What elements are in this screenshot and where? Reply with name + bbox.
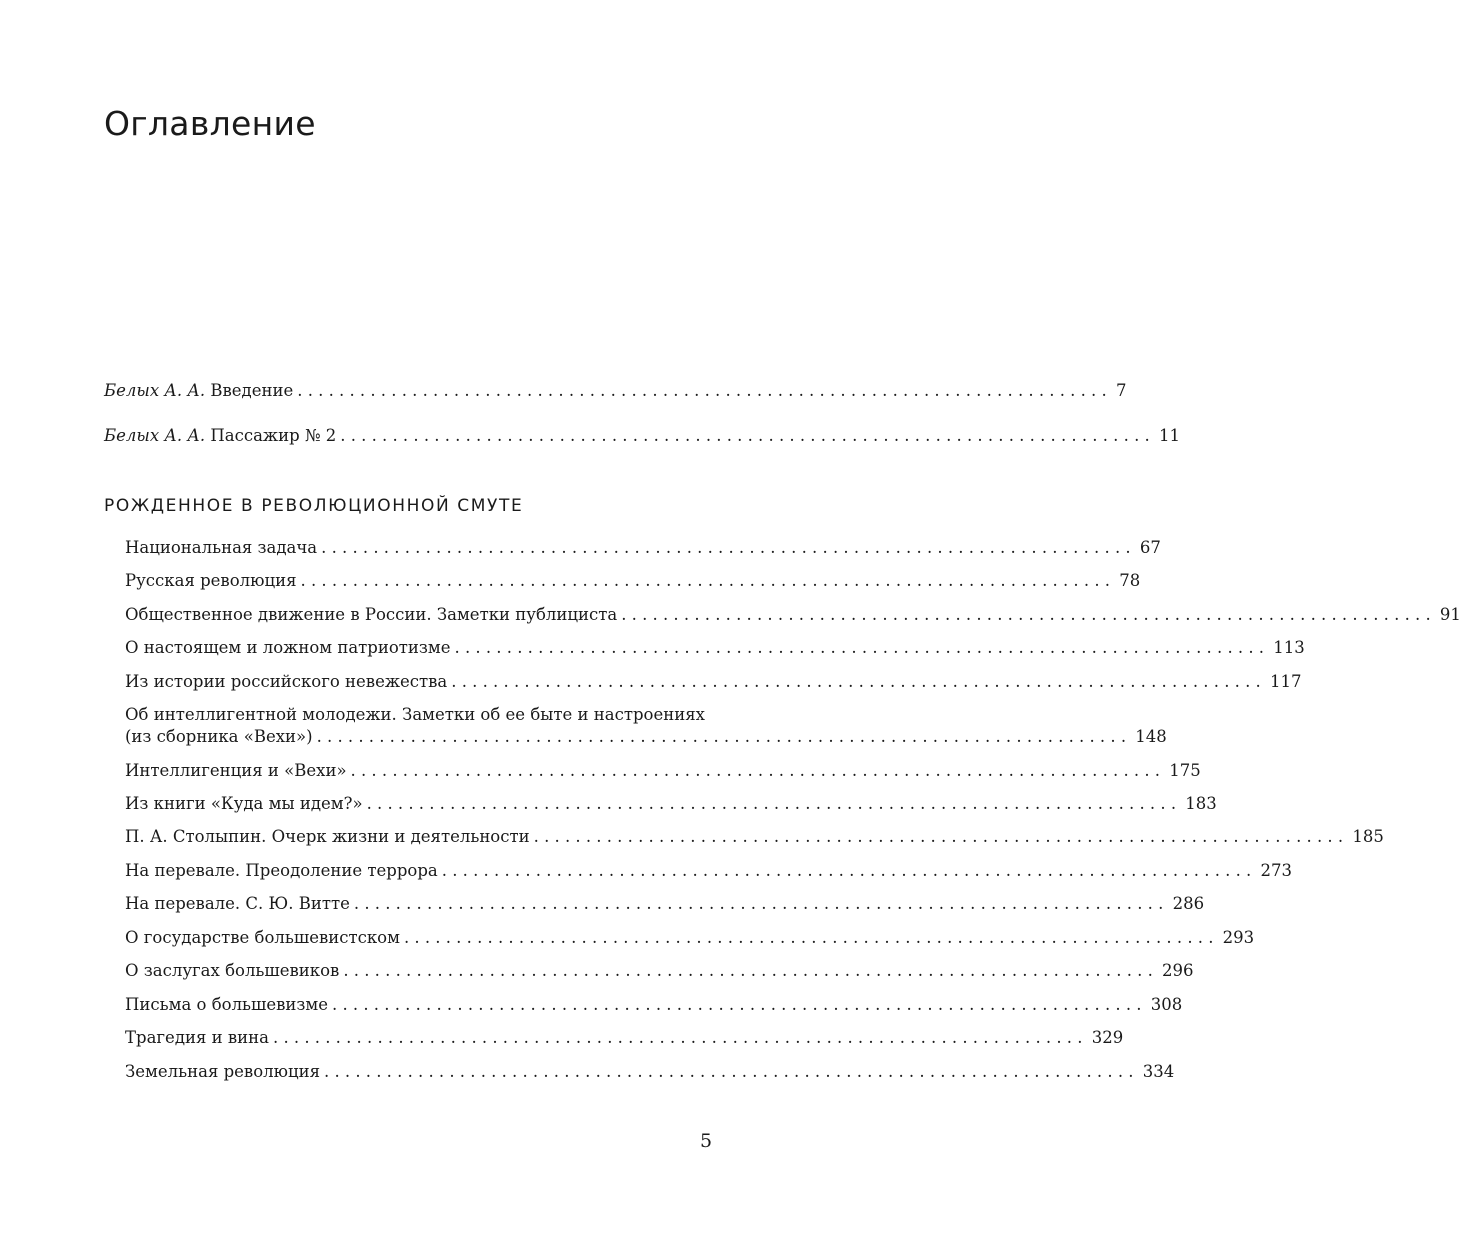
toc-entry-title: Интеллигенция и «Вехи» (125, 761, 347, 780)
dot-leader: .............................................................................. (297, 381, 1112, 400)
toc-entry-title: О государстве большевистском (125, 928, 400, 947)
toc-entry-title: Об интеллигентной молодежи. Заметки об ее быте и настроениях (125, 705, 705, 724)
toc-entry-title: Введение (210, 381, 294, 400)
toc-entry-page: 67 (1139, 538, 1161, 557)
toc-entry[interactable] (125, 826, 1384, 848)
dot-leader: .............................................................................. (273, 1028, 1088, 1047)
toc-entry-author: Белых А. А. (104, 381, 206, 400)
toc-entry-title: О заслугах большевиков (125, 961, 340, 980)
toc-entry[interactable] (125, 994, 1183, 1016)
toc-entry[interactable] (125, 604, 1461, 626)
page-number: 5 (700, 1130, 713, 1152)
toc-entry-title: Из книги «Куда мы идем?» (125, 794, 363, 813)
toc-entry-title: Трагедия и вина (125, 1028, 269, 1047)
toc-entry-author: Белых А. А. (104, 426, 206, 445)
page-title: Оглавление (104, 104, 316, 143)
toc-entry-page: 273 (1260, 861, 1292, 880)
dot-leader: .............................................................................. (366, 794, 1182, 813)
toc-entry-title: Письма о большевизме (125, 995, 329, 1014)
dot-leader: .............................................................................. (403, 928, 1219, 947)
toc-entry-page: 334 (1142, 1062, 1175, 1081)
toc-entry-title: Из истории российского невежества (125, 672, 448, 691)
toc-entry-page: 329 (1091, 1028, 1124, 1047)
toc-entry[interactable] (125, 860, 1292, 882)
toc-entry[interactable] (125, 537, 1161, 559)
toc-entry[interactable] (125, 793, 1217, 815)
toc-entry-title: Русская революция (125, 571, 297, 590)
dot-leader: .............................................................................. (451, 672, 1266, 691)
toc-entry-page: 117 (1269, 672, 1302, 691)
toc-entry-title: На перевале. Преодоление террора (125, 861, 438, 880)
toc-entry[interactable] (125, 1027, 1124, 1049)
toc-entry[interactable] (125, 671, 1302, 693)
toc-entry[interactable] (104, 380, 1127, 402)
toc-entry-page: 113 (1273, 638, 1305, 657)
toc-entry-title: О настоящем и ложном патриотизме (125, 638, 451, 657)
toc-entry-page: 296 (1162, 961, 1194, 980)
toc-entry[interactable] (125, 570, 1141, 592)
toc-entry[interactable] (125, 760, 1201, 782)
dot-leader: .............................................................................. (353, 894, 1169, 913)
toc-entry-page: 183 (1185, 794, 1217, 813)
toc-entry-page: 286 (1172, 894, 1205, 913)
toc-entry-title-continued: (из сборника «Вехи») (125, 727, 313, 746)
toc-entry-title: Земельная революция (125, 1062, 321, 1081)
toc-entry-page: 308 (1150, 995, 1183, 1014)
toc-entry-title: Общественное движение в России. Заметки публициста (125, 605, 618, 624)
toc-entry-page: 293 (1222, 928, 1255, 947)
toc-entry[interactable] (125, 927, 1255, 949)
dot-leader: .............................................................................. (621, 605, 1436, 624)
toc-entry-title: Пассажир № 2 (210, 426, 337, 445)
toc-entry-page: 175 (1169, 761, 1201, 780)
toc-entry-page: 148 (1135, 727, 1167, 746)
toc-entry[interactable] (125, 893, 1205, 915)
dot-leader: .............................................................................. (324, 1062, 1139, 1081)
dot-leader: .............................................................................. (332, 995, 1147, 1014)
toc-entry-title: Национальная задача (125, 538, 318, 557)
toc-entry-page: 78 (1119, 571, 1141, 590)
toc-entry-title: На перевале. С. Ю. Витте (125, 894, 350, 913)
dot-leader: .............................................................................. (533, 827, 1349, 846)
dot-leader: .............................................................................. (340, 426, 1155, 445)
dot-leader: .............................................................................. (300, 571, 1116, 590)
toc-entry[interactable] (125, 637, 1305, 659)
section-heading: РОЖДЕННОЕ В РЕВОЛЮЦИОННОЙ СМУТЕ (104, 496, 524, 516)
dot-leader: .............................................................................. (316, 727, 1132, 746)
toc-entry[interactable] (104, 425, 1180, 447)
toc-entry[interactable] (125, 1061, 1175, 1083)
dot-leader: .............................................................................. (441, 861, 1257, 880)
toc-entry-page: 11 (1158, 426, 1180, 445)
toc-entry[interactable] (125, 704, 1167, 748)
dot-leader: .............................................................................. (321, 538, 1136, 557)
toc-entry[interactable] (125, 960, 1194, 982)
dot-leader: .............................................................................. (343, 961, 1159, 980)
dot-leader: .............................................................................. (350, 761, 1166, 780)
toc-entry-page: 185 (1352, 827, 1384, 846)
toc-entry-page: 7 (1115, 381, 1127, 400)
toc-entry-page: 91 (1439, 605, 1461, 624)
toc-entry-title: П. А. Столыпин. Очерк жизни и деятельности (125, 827, 530, 846)
dot-leader: .............................................................................. (454, 638, 1270, 657)
